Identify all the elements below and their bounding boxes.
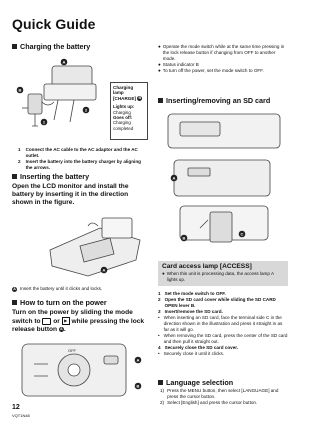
access-lamp-note-text: When this unit is processing data, the access lamp A lights up. [166, 271, 274, 282]
access-lamp-title: Card access lamp [ACCESS] [162, 263, 252, 270]
callout-title: Charging lamp [CHARGE] [113, 85, 136, 101]
sd-step [158, 315, 288, 333]
camera-mode-icon [42, 318, 51, 325]
section-heading-power-text: How to turn on the power [20, 298, 107, 307]
step-number: 2 [158, 297, 161, 302]
mode-switch-illustration [14, 338, 148, 400]
charging-lamp-callout [110, 82, 148, 140]
step-text: Open the SD card cover while sliding the SD CARD OPEN lever B. [164, 297, 276, 308]
power-instruction-part-a: Turn on the power by sliding the mode switch to [12, 309, 133, 325]
step-number: 2 [18, 159, 21, 164]
power-note: ● Status indicator B [158, 62, 199, 67]
power-note-text: Operate the mode switch while at the same time pressing in the lock release button if changing from OFF to another mode. [162, 44, 285, 61]
marker-a-label: A [62, 59, 66, 65]
sd-step [158, 351, 288, 357]
step-text: Securely close it until it clicks. [163, 351, 225, 356]
note-badge: A [13, 286, 16, 291]
charging-step [18, 147, 148, 159]
marker-a-label: A [102, 267, 106, 273]
step-number: 3 [158, 309, 161, 314]
marker-b-label: B [136, 383, 140, 389]
power-notes [158, 44, 288, 74]
section-heading-sd-text: Inserting/removing an SD card [166, 96, 271, 105]
step-number: • [158, 333, 160, 338]
page-number: 12 [12, 404, 20, 411]
off-label: OFF [68, 348, 76, 353]
callout-badge: B [138, 96, 142, 101]
step-number: • [158, 315, 160, 320]
power-instruction-part-b: while pressing the lock release button [12, 317, 145, 333]
inserting-instruction: Open the LCD monitor and install the battery by inserting it in the direction shown in the figure. [12, 183, 129, 206]
playback-mode-icon: ▶ [62, 317, 70, 325]
section-heading-charging-text: Charging the battery [20, 42, 91, 51]
step-text: Select [English] and press the cursor button. [167, 400, 258, 405]
section-heading-power [12, 298, 107, 307]
lights-up-label: Lights up: [113, 104, 135, 110]
step-text: Securely close the SD card cover. [164, 345, 239, 350]
battery-insert-illustration [40, 210, 148, 282]
section-heading-inserting [12, 172, 89, 181]
step-number: • [158, 351, 160, 356]
marker-1-label: 1 [42, 119, 46, 125]
power-note: ● Operate the mode switch while at the same time pressing in the lock release button if changing from OFF to another mode. [158, 44, 288, 62]
lights-up-value: Charging [113, 109, 131, 115]
goes-off-value: Charging completed [113, 120, 134, 131]
step-number: 2) [160, 400, 165, 405]
charger-illustration [14, 50, 114, 132]
marker-a-label: A [136, 357, 140, 363]
marker-2-label: 2 [84, 107, 88, 113]
charging-steps [18, 147, 148, 171]
power-marker-badge: A [60, 326, 63, 331]
sd-step [158, 297, 288, 309]
inserting-note-text: Insert the battery until it clicks and locks. [20, 286, 103, 291]
marker-b-label: B [182, 235, 186, 241]
power-instruction-or: or [53, 317, 60, 325]
power-instruction: Turn on the power by sliding the mode switch to or ▶ while pressing the lock release button A. [12, 309, 145, 333]
power-note-text: To turn off the power, set the mode switch to OFF. [162, 68, 264, 73]
language-steps [160, 388, 288, 406]
step-text: Insert the battery into the battery charger by aligning the arrows. [25, 159, 141, 170]
sd-steps [158, 291, 288, 357]
step-text: Set the mode switch to OFF. [164, 291, 226, 296]
inserting-note [12, 286, 152, 292]
language-step [160, 388, 288, 400]
sd-step [158, 333, 288, 345]
doc-code: VQT1N48 [12, 413, 30, 418]
goes-off-label: Goes off: [113, 115, 133, 121]
power-note-text: Status indicator B [162, 62, 199, 67]
step-text: When inserting an SD card, face the terminal side C in the direction shown in the illustration and press it straight in as far as it will go. [163, 315, 283, 332]
access-lamp-box [158, 261, 288, 286]
charging-step [18, 159, 148, 171]
section-heading-inserting-text: Inserting the battery [20, 172, 90, 181]
marker-a-label: A [172, 175, 176, 181]
step-number: 4 [158, 345, 161, 350]
sd-card-illustration [160, 108, 288, 256]
access-lamp-note: ● When this unit is processing data, the access lamp A lights up. [158, 271, 288, 283]
step-text: When removing the SD card, press the center of the SD card and then pull it straight out. [163, 333, 288, 344]
step-text: Connect the AC cable to the AC adaptor and the AC outlet. [25, 147, 138, 158]
language-step [160, 400, 288, 406]
step-text: Insert/remove the SD card. [164, 309, 223, 314]
step-number: 1) [160, 388, 165, 393]
marker-c-label: C [240, 231, 244, 237]
step-number: 1 [158, 291, 161, 296]
step-text: Press the MENU button, then select [LANGUAGE] and press the cursor button. [167, 388, 279, 399]
section-heading-sd [158, 96, 270, 105]
marker-b-label: B [18, 87, 22, 93]
power-note: ● To turn off the power, set the mode switch to OFF. [158, 68, 264, 73]
step-number: 1 [18, 147, 21, 152]
page-title: Quick Guide [12, 16, 96, 32]
section-heading-language [158, 378, 233, 387]
section-heading-language-text: Language selection [166, 378, 234, 387]
